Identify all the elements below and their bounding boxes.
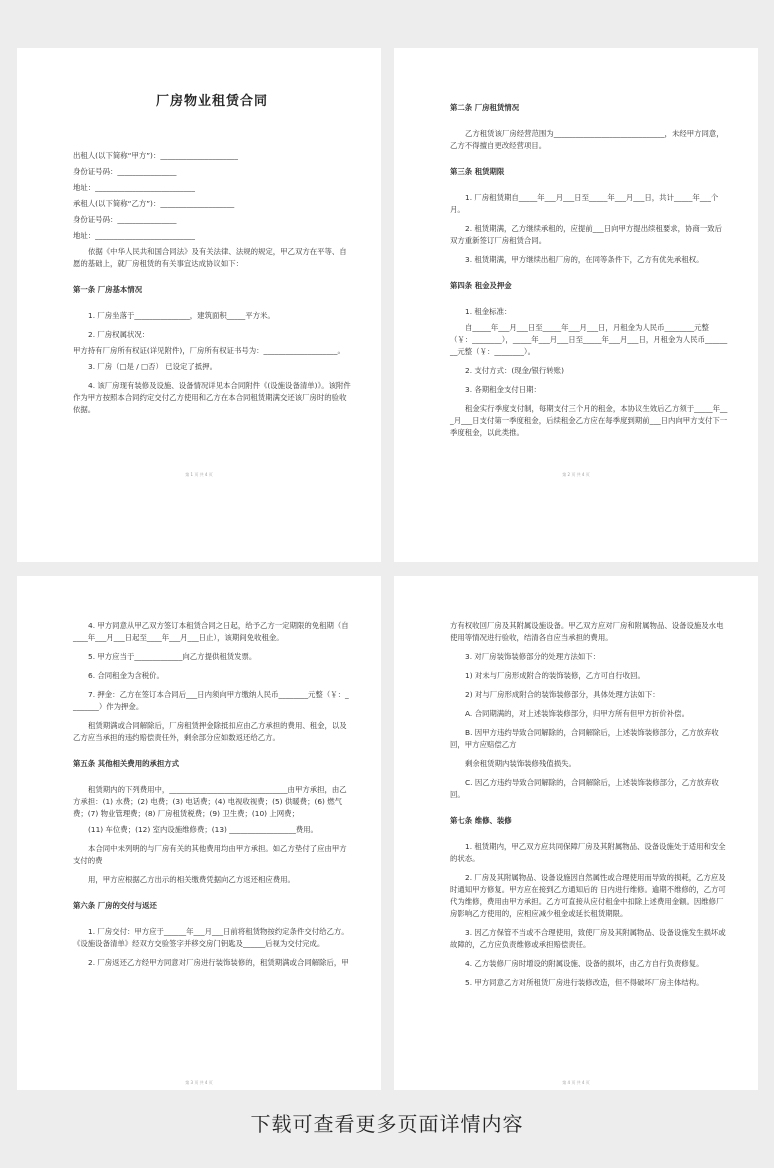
- paragraph: 地址：___________________________: [73, 183, 195, 192]
- section-heading: 第五条 其他相关费用的承担方式: [73, 759, 180, 768]
- page-content: [73, 620, 351, 976]
- paragraph: 依据《中华人民共和国合同法》及有关法律、法规的规定，甲乙双方在平等、自愿的基础上，就厂房租赁的有关事宜达成协议如下：: [73, 247, 347, 268]
- page-content: [450, 620, 728, 996]
- paragraph: 身份证号码：________________: [73, 167, 177, 176]
- paragraph: B. 因甲方违约导致合同解除的，合同解除后，上述装饰装修部分，乙方放弃收回，甲方应赔偿乙方: [450, 728, 719, 749]
- paragraph-list: [73, 150, 351, 416]
- paragraph-list: [73, 620, 351, 969]
- paragraph: 租金实行季度支付制，每期支付三个月的租金，本协议生效后乙方须于_____年___月___日支付第一季度租金，后续租金乙方应在每季度到期前___日内向甲方支付下一季度租金，以此类推。: [450, 404, 728, 437]
- paragraph: 方有权收回厂房及其附属设施设备。甲乙双方应对厂房和附属物品、设备设施及水电使用等情况进行验收，结清各自应当承担的费用。: [450, 621, 724, 642]
- paragraph: 1. 厂房交付：甲方应于______年___月___日前将租赁物按约定条件交付给乙方。《设施设备清单》经双方交验签字并移交房门钥匙及______后视为交付完成。: [73, 927, 349, 948]
- more-pages-caption: 下载可查看更多页面详情内容: [250, 1112, 524, 1136]
- paragraph: 3. 对厂房装饰装修部分的处理方法如下：: [465, 652, 601, 661]
- paragraph: 地址：___________________________: [73, 231, 195, 240]
- page-footer: 第 4 页 共 4 页: [562, 1080, 590, 1085]
- section-heading: 第七条 维修、装修: [450, 816, 512, 825]
- paragraph: 3. 租赁期满，甲方继续出租厂房的，在同等条件下，乙方有优先承租权。: [465, 255, 704, 264]
- paragraph: 7. 押金：乙方在签订本合同后___日内须向甲方缴纳人民币________元整（￥：________）作为押金。: [73, 690, 349, 711]
- document-page-4: [394, 576, 758, 1090]
- paragraph: 1. 厂房坐落于_______________，建筑面积_____平方米。: [88, 311, 275, 320]
- paragraph: 2. 支付方式：(现金/银行转账): [465, 366, 564, 375]
- paragraph: 剩余租赁期内装饰装修残值损失。: [465, 759, 576, 768]
- paragraph: C. 因乙方违约导致合同解除的，合同解除后，上述装饰装修部分，乙方放弃收回。: [450, 778, 719, 799]
- paragraph: A. 合同期满的，对上述装饰装修部分，归甲方所有但甲方折价补偿。: [465, 709, 689, 718]
- paragraph: 3. 因乙方保管不当或不合理使用，致使厂房及其附属物品、设备设施发生损坏或故障的，乙方应负责维修或承担赔偿责任。: [450, 928, 726, 949]
- document-title: 厂房物业租赁合同: [155, 94, 268, 109]
- paragraph: 承租人(以下简称“乙方”)：____________________: [73, 199, 235, 208]
- document-page-2: [394, 48, 758, 562]
- paragraph: 2. 租赁期满，乙方继续承租的，应提前___日向甲方提出续租要求，协商一致后双方重新签订厂房租赁合同。: [450, 224, 722, 245]
- paragraph: 租赁期内的下列费用中，________________________________由甲方承担，由乙方承担：(1) 水费；(2) 电费；(3) 电话费；(4) 电视收视费；(5) 供暖费；(6) 燃气费；(7) 物业管理费；(8) 厂房租赁税费；(9) 卫生费；(10) 上网费；: [73, 785, 347, 818]
- section-heading: 第三条 租赁期限: [450, 167, 505, 176]
- paragraph: 5. 甲方应当于_____________向乙方提供租赁发票。: [88, 652, 257, 661]
- paragraph: 1. 厂房租赁期自_____年___月___日至_____年___月___日，共计_____年___个月。: [450, 193, 719, 214]
- page-content: [73, 96, 351, 423]
- paragraph: 用，甲方应根据乙方出示的相关缴费凭据向乙方返还相应费用。: [88, 875, 295, 884]
- paragraph: 乙方租赁该厂房经营范围为______________________________，未经甲方同意，乙方不得擅自更改经营项目。: [450, 129, 724, 150]
- paragraph: 身份证号码：________________: [73, 215, 177, 224]
- paragraph: 本合同中未列明的与厂房有关的其他费用均由甲方承担。如乙方垫付了应由甲方支付的费: [73, 844, 347, 865]
- paragraph: 2. 厂房返还乙方经甲方同意对厂房进行装饰装修的，租赁期满或合同解除后，甲: [88, 958, 349, 967]
- page-footer: 第 2 页 共 4 页: [562, 472, 590, 477]
- page-content: [450, 88, 728, 446]
- section-heading: 第二条 厂房租赁情况: [450, 103, 520, 112]
- paragraph: 5. 甲方同意乙方对所租赁厂房进行装修改造，但不得破坏厂房主体结构。: [465, 978, 704, 987]
- paragraph: 3. 厂房（□是 / □否） 已设定了抵押。: [88, 362, 217, 371]
- paragraph: 租赁期满或合同解除后，厂房租赁押金除抵扣应由乙方承担的费用、租金，以及乙方应当承担的违约赔偿责任外，剩余部分应如数返还给乙方。: [73, 721, 347, 742]
- paragraph: (11) 车位费；(12) 室内设施维修费；(13) __________________费用。: [88, 825, 318, 834]
- paragraph: 4. 甲方同意从甲乙双方签订本租赁合同之日起，给予乙方一定期限的免租期（自____年___月___日起至____年___月___日止），该期间免收租金。: [73, 621, 349, 642]
- document-page-3: [17, 576, 381, 1090]
- section-heading: 第四条 租金及押金: [450, 281, 512, 290]
- paragraph: 3. 各期租金支付日期：: [465, 385, 541, 394]
- page-footer: 第 3 页 共 4 页: [185, 1080, 213, 1085]
- paragraph: 2. 厂房权属状况：: [88, 330, 150, 339]
- paragraph: 1. 租赁期内，甲乙双方应共同保障厂房及其附属物品、设备设施处于适用和安全的状态。: [450, 842, 726, 863]
- paragraph: 2) 对与厂房形成附合的装饰装修部分，具体处理方法如下：: [465, 690, 660, 699]
- paragraph: 6. 合同租金为含税价。: [88, 671, 164, 680]
- paragraph: 2. 厂房及其附属物品、设备设施因自然属性或合理使用而导致的损耗，乙方应及时通知甲方修复。甲方应在接到乙方通知后的 日内进行维修。逾期不维修的，乙方可代为维修，费用由甲方承担。乙方可直接从应付租金中扣除上述费用金额。因维修厂房影响乙方使用的，应相应减少租金或延长租赁期限。: [450, 873, 726, 918]
- paragraph: 出租人(以下简称“甲方”)：_____________________: [73, 151, 238, 160]
- paragraph: 4. 乙方装修厂房时增设的附属设施、设备的损坏，由乙方自行负责修复。: [465, 959, 704, 968]
- paragraph-list: [450, 102, 728, 439]
- paragraph: 1. 租金标准：: [465, 307, 512, 316]
- page-footer: 第 1 页 共 4 页: [185, 472, 213, 477]
- paragraph: 1) 对未与厂房形成附合的装饰装修，乙方可自行收回。: [465, 671, 645, 680]
- paragraph: 自_____年___月___日至_____年___月___日，月租金为人民币________元整（￥：________），_____年___月___日至_____年___月___日，月租金为人民币________元整（￥：________）。: [450, 323, 728, 356]
- paragraph: 4. 该厂房现有装修及设施、设备情况详见本合同附件《(设施设备清单)》。该附件作为甲方按照本合同约定交付乙方使用和乙方在本合同租赁期满交还该厂房时的验收依据。: [73, 381, 351, 414]
- paragraph: 甲方持有厂房所有权证(详见附件)，厂房所有权证书号为：____________________。: [73, 346, 345, 355]
- section-heading: 第一条 厂房基本情况: [73, 285, 143, 294]
- document-page-1: [17, 48, 381, 562]
- section-heading: 第六条 厂房的交付与返还: [73, 901, 157, 910]
- paragraph-list: [450, 620, 728, 989]
